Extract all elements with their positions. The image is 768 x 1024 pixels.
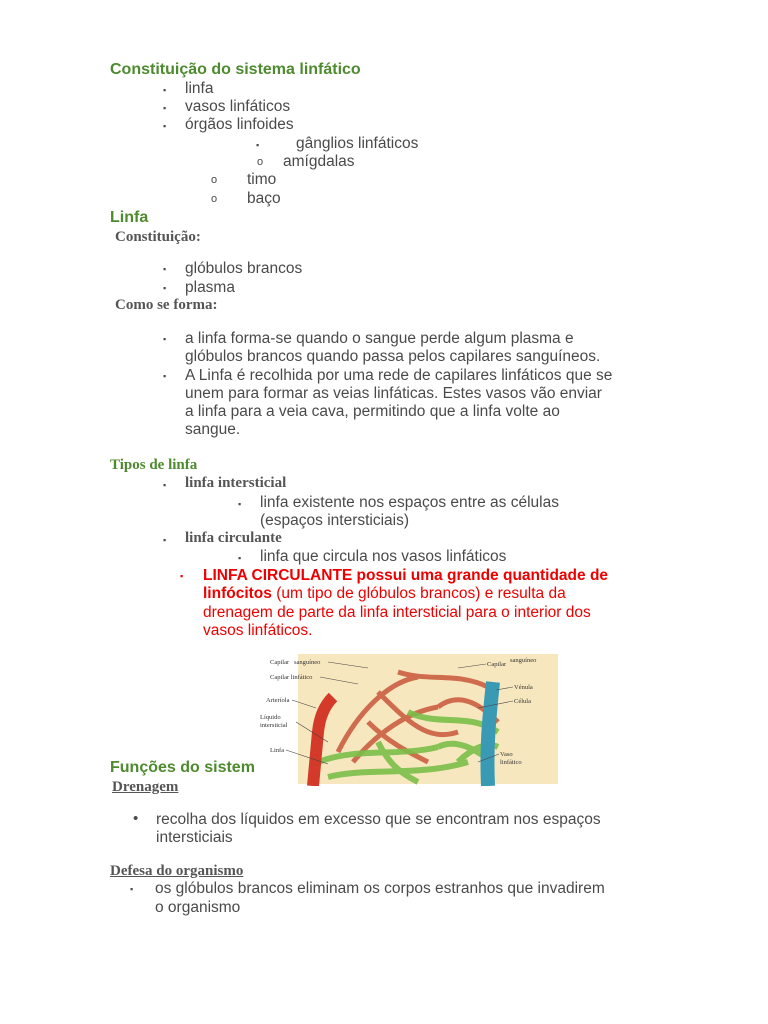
circulante-label: linfa circulante — [185, 530, 282, 546]
list-item: baço — [247, 190, 281, 207]
highlight-rest: (um tipo de glóbulos brancos) e resulta da — [271, 585, 566, 602]
list-item: órgãos linfoides — [185, 116, 294, 133]
diagram-label: Linfa — [270, 747, 285, 754]
paragraph-line: unem para formar as veias linfáticas. Estes vasos vão enviar — [185, 385, 602, 402]
paragraph-line: sangue. — [185, 421, 241, 438]
list-item: plasma — [185, 279, 235, 296]
highlight-line — [203, 585, 566, 604]
diagram-label: Líquido — [260, 714, 281, 721]
circle-bullet-icon: o — [211, 193, 218, 205]
list-item: amígdalas — [283, 153, 355, 170]
drenagem-label: Drenagem — [112, 779, 179, 795]
square-bullet-icon: ▪ — [163, 371, 167, 381]
square-bullet-icon: ▪ — [238, 553, 242, 563]
diagram-label: Vénula — [514, 684, 533, 691]
paragraph-line: linfa existente nos espaços entre as células — [260, 494, 559, 511]
square-bullet-icon: ▪ — [163, 480, 167, 490]
square-bullet-icon: ▪ — [163, 283, 167, 293]
list-item: vasos linfáticos — [185, 98, 291, 115]
paragraph-line: A Linfa é recolhida por uma rede de capilares linfáticos que se — [185, 367, 613, 384]
diagram-label: Arteríola — [266, 697, 290, 704]
square-bullet-icon: ▪ — [238, 499, 242, 509]
diagram-label: Capilar — [270, 659, 290, 666]
highlight-bold: linfócitos — [203, 585, 272, 602]
section-heading-funcoes: Funções do sistem — [110, 759, 255, 776]
venule-shape — [487, 682, 493, 786]
highlight-line: LINFA CIRCULANTE possui uma grande quantidade de — [203, 567, 609, 584]
square-bullet-icon: ▪ — [163, 85, 167, 95]
square-bullet-icon: ▪ — [256, 140, 260, 150]
paragraph-line: a linfa forma-se quando o sangue perde algum plasma e — [185, 330, 574, 347]
diagram-label: Vaso — [500, 751, 513, 758]
paragraph-line: intersticiais — [156, 829, 233, 846]
intersticial-label: linfa intersticial — [185, 475, 287, 491]
paragraph-line: os glóbulos brancos eliminam os corpos estranhos que invadirem — [155, 880, 605, 897]
defesa-label: Defesa do organismo — [110, 863, 244, 879]
list-item: linfa — [185, 80, 214, 97]
section-heading-linfa: Linfa — [110, 209, 149, 226]
list-item: timo — [247, 171, 277, 188]
diagram-label: sanguíneo — [294, 659, 321, 666]
circle-bullet-icon: o — [257, 156, 264, 168]
diagram-label: Célula — [514, 698, 531, 705]
square-bullet-icon: ▪ — [163, 103, 167, 113]
square-bullet-icon: ▪ — [180, 571, 184, 581]
section-heading-tipos: Tipos de linfa — [110, 457, 198, 473]
paragraph-line: glóbulos brancos quando passa pelos capilares sanguíneos. — [185, 348, 601, 365]
diagram-label: intersticial — [260, 722, 288, 729]
highlight-line: vasos linfáticos. — [203, 622, 313, 639]
paragraph-line: o organismo — [155, 899, 241, 916]
paragraph-line: linfa que circula nos vasos linfáticos — [260, 548, 507, 565]
lymphatic-diagram — [258, 652, 558, 786]
square-bullet-icon: ▪ — [163, 264, 167, 274]
constituicao-label: Constituição: — [115, 229, 201, 245]
disc-bullet-icon: • — [133, 810, 139, 827]
section-heading-constituicao: Constituição do sistema linfático — [110, 61, 361, 78]
diagram-label: linfático — [500, 759, 522, 766]
highlight-line: drenagem de parte da linfa intersticial para o interior dos — [203, 604, 591, 621]
paragraph-line: (espaços intersticiais) — [260, 512, 410, 529]
diagram-label: Capilar — [487, 661, 507, 668]
square-bullet-icon: ▪ — [130, 884, 134, 894]
list-item: glóbulos brancos — [185, 260, 303, 277]
list-item: gânglios linfáticos — [296, 135, 419, 152]
paragraph-line: a linfa para a veia cava, permitindo que a linfa volte ao — [185, 403, 560, 420]
square-bullet-icon: ▪ — [163, 334, 167, 344]
diagram-label: Capilar linfático — [270, 674, 313, 681]
como-se-forma-label: Como se forma: — [115, 297, 218, 313]
square-bullet-icon: ▪ — [163, 121, 167, 131]
diagram-label: sanguíneo — [510, 657, 537, 664]
circle-bullet-icon: o — [211, 174, 218, 186]
square-bullet-icon: ▪ — [163, 535, 167, 545]
paragraph-line: recolha dos líquidos em excesso que se encontram nos espaços — [156, 811, 601, 828]
